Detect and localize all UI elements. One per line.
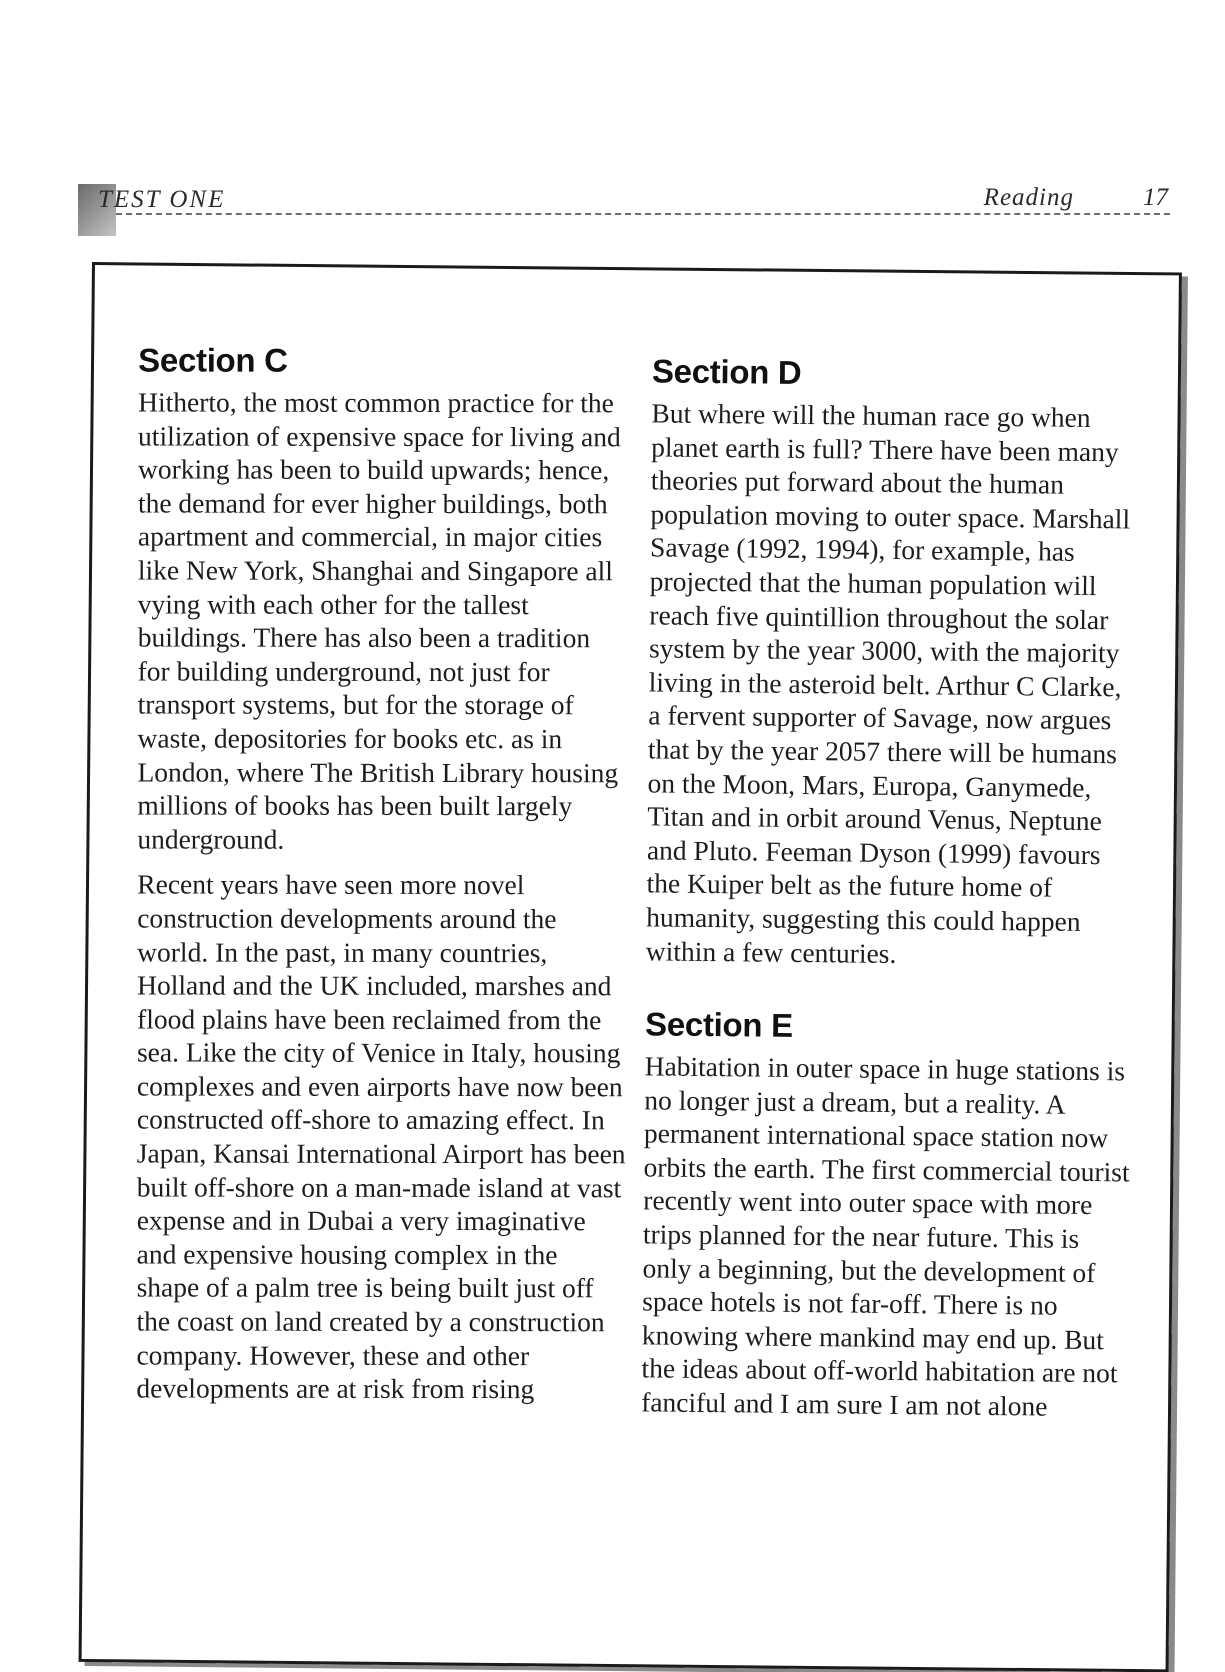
section-d-heading: Section D [651, 352, 802, 391]
section-c-paragraph-2: Recent years have seen more novel construction developments around the world. In the past, in many countries, Holland and the UK included, marshes and flood plains have been reclaimed from the sea. Like the city of Venice in Italy, housing complexes and even airports have now been constructed off-shore to amazing effect. In Japan, Kansai International Airport has been built off-shore on a man-made island at vast expense and in Dubai a very imaginative and expensive housing complex in the shape of a palm tree is being built just off the coast on land created by a construction company. However, these and other developments are at risk from rising [136, 868, 626, 1405]
header-dashed-rule [116, 213, 1170, 215]
header-section-label: Reading [980, 184, 1078, 212]
page-header [78, 182, 1170, 234]
section-e-heading: Section E [644, 1005, 793, 1044]
section-e-paragraph: Habitation in outer space in huge stations is no longer just a dream, but a reality. A permanent international space station now orbits the earth. The first commercial tourist recently went into outer space with more trips planned for the near future. This is only a beginning, but the development of space hotels is not far-off. There is no knowing where mankind may end up. But the ideas about off-world habitation are not fanciful and I am sure I am not alone [641, 1050, 1130, 1422]
header-title: TEST ONE [98, 186, 226, 213]
passage-frame [79, 262, 1182, 1672]
left-column [136, 341, 628, 1418]
right-column [641, 352, 1142, 1436]
section-d-paragraph: But where will the human race go when planet earth is full? There have been many theories put forward about the human population moving to outer space. Marshall Savage (1992, 1994), for example, has projected that the human population will reach five quintillion throughout the solar system by the year 3000, with the majority living in the asteroid belt. Arthur C Clarke, a fervent supporter of Savage, now argues that by the year 2057 there will be humans on the Moon, Mars, Europa, Ganymede, Titan and in orbit around Venus, Neptune and Pluto. Feeman Dyson (1999) favours the Kuiper belt as the future home of humanity, suggesting this could happen within a few centuries. [645, 397, 1131, 969]
section-c-heading: Section C [138, 341, 288, 379]
section-c-paragraph-1: Hitherto, the most common practice for the utilization of expensive space for living and working has been to build upwards; hence, the demand for ever higher buildings, both apartment and commercial, in major cities like New York, Shanghai and Singapore all vying with each other for the tallest buildings. There has also been a tradition for building underground, not just for transport systems, but for the storage of waste, depositories for books etc. as in London, where The British Library housing millions of books has been built largely underground. [137, 386, 621, 855]
page-number: 17 [1137, 184, 1170, 212]
